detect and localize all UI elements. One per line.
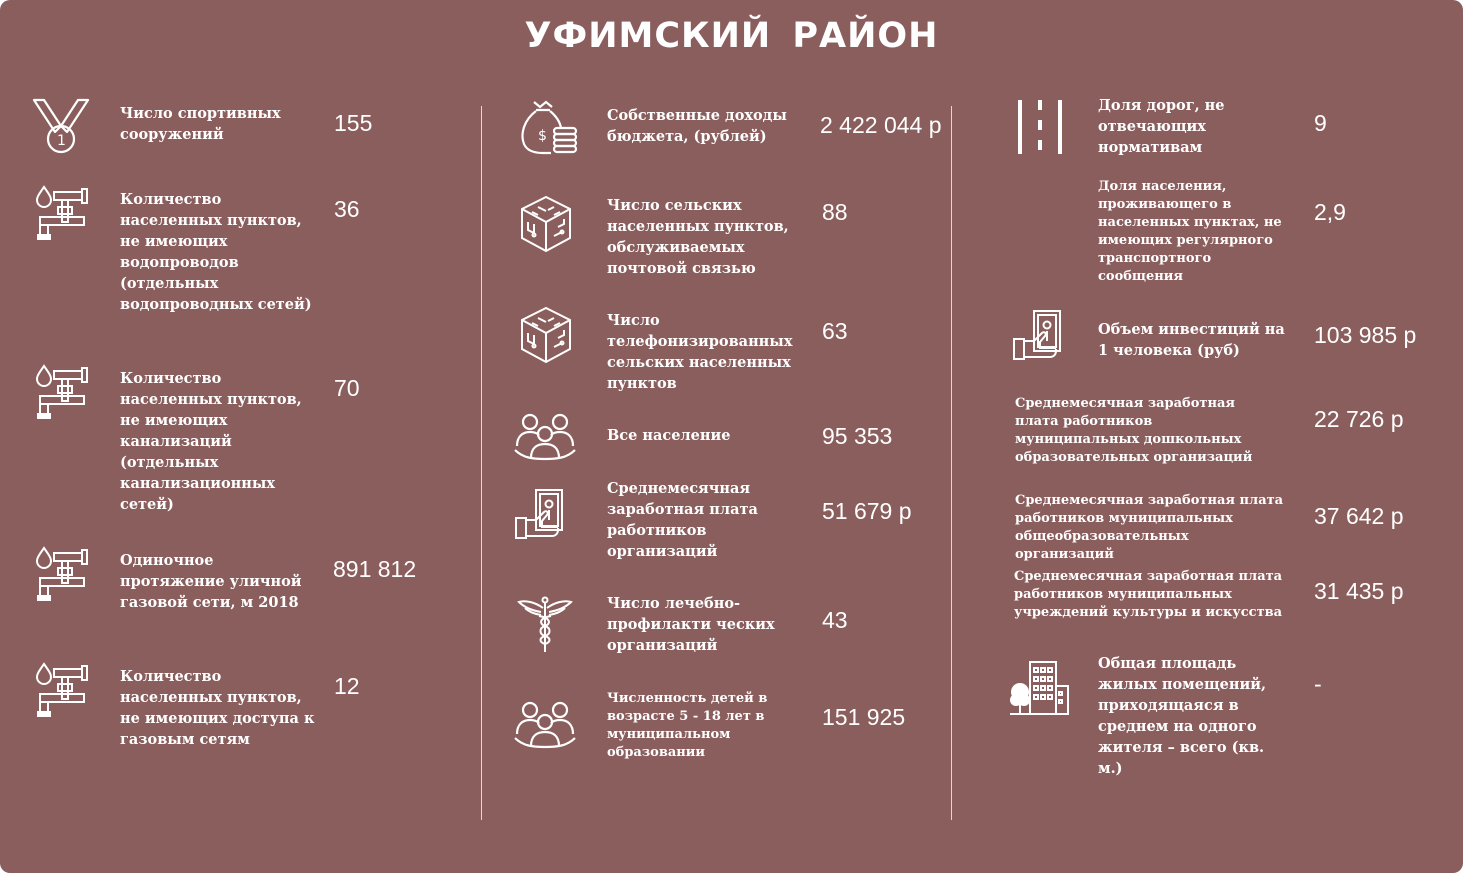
stat-label-living-area: Общая площадь жилых помещений, приходящаяся в среднем на одного жителя – всего (кв. м.) <box>1098 655 1267 777</box>
column-divider <box>481 106 482 820</box>
stat-label-salary: Среднемесячная заработная плата работников организаций <box>607 480 758 560</box>
water-pipe-icon <box>34 662 90 718</box>
caduceus-icon <box>517 596 573 654</box>
stat-label-no-water: Количество населенных пунктов, не имеющих водопроводов (отдельных водопроводных сетей) <box>120 191 312 313</box>
cash-hand-icon <box>514 488 568 542</box>
stat-value-living-area: - <box>1314 671 1322 697</box>
stat-value-phone: 63 <box>822 318 848 344</box>
stat-label-children: Численность детей в возрасте 5 - 18 лет в муниципальном образовании <box>607 691 768 760</box>
water-pipe-icon <box>34 546 90 602</box>
people-group-icon <box>513 412 577 462</box>
building-icon <box>1008 658 1070 718</box>
stat-label-culture-salary: Среднемесячная заработная плата работников муниципальных учреждений культуры и искусства <box>1014 569 1283 620</box>
stat-label-budget: Собственные доходы бюджета, (рублей) <box>607 107 787 145</box>
stat-label-phone: Число телефонизированных сельских населенных пунктов <box>607 312 793 392</box>
stat-label-medical: Число лечебно-профилакти ческих организаций <box>607 595 775 654</box>
cash-hand-icon <box>1012 309 1066 363</box>
stat-value-children: 151 925 <box>822 704 906 730</box>
people-group-icon <box>513 700 577 750</box>
svg-text:$: $ <box>538 128 547 144</box>
stat-label-post: Число сельских населенных пунктов, обслуживаемых почтовой связью <box>607 197 789 277</box>
stat-value-medical: 43 <box>822 607 848 633</box>
stat-value-transport: 2,9 <box>1314 199 1346 225</box>
stat-value-preschool-salary: 22 726 р <box>1314 406 1404 432</box>
stat-value-roads: 9 <box>1314 110 1327 136</box>
stat-value-gas-length: 891 812 <box>333 556 417 582</box>
stat-value-sports: 155 <box>334 110 373 136</box>
stat-value-school-salary: 37 642 р <box>1314 503 1404 529</box>
stat-value-culture-salary: 31 435 р <box>1314 578 1404 604</box>
stat-label-roads: Доля дорог, не отвечающих нормативам <box>1098 97 1225 156</box>
page-title: УФИМСКИЙ РАЙОН <box>524 16 939 56</box>
stat-value-investment: 103 985 р <box>1314 322 1417 348</box>
medal-icon <box>30 96 92 156</box>
stat-value-no-gas: 12 <box>334 673 360 699</box>
water-pipe-icon <box>34 185 90 241</box>
money-bag-icon <box>518 98 580 158</box>
stat-label-investment: Объем инвестиций на 1 человека (руб) <box>1098 321 1285 359</box>
stat-label-school-salary: Среднемесячная заработная плата работников муниципальных общеобразовательных организаций <box>1015 493 1284 562</box>
stat-value-no-water: 36 <box>334 196 360 222</box>
stat-value-budget: 2 422 044 р <box>820 112 942 138</box>
stat-label-sports: Число спортивных сооружений <box>120 105 281 143</box>
stat-label-transport: Доля населения, проживающего в населенных пунктах, не имеющих регулярного транспортного сообщения <box>1098 179 1282 284</box>
network-cube-icon <box>518 194 574 254</box>
stat-label-no-gas: Количество населенных пунктов, не имеющих доступа к газовым сетям <box>120 668 315 748</box>
stat-value-post: 88 <box>822 199 848 225</box>
svg-text:1: 1 <box>57 133 66 149</box>
stat-value-population: 95 353 <box>822 423 893 449</box>
water-pipe-icon <box>34 364 90 420</box>
stat-label-preschool-salary: Среднемесячная заработная плата работников муниципальных дошкольных образовательных организаций <box>1015 396 1253 465</box>
stat-label-gas-length: Одиночное протяжение уличной газовой сети, м 2018 <box>120 552 302 611</box>
stat-value-salary: 51 679 р <box>822 498 912 524</box>
road-icon <box>1014 96 1066 156</box>
stat-label-population: Все население <box>607 427 731 444</box>
network-cube-icon <box>518 305 574 365</box>
stat-value-no-sewer: 70 <box>334 375 360 401</box>
column-divider <box>951 106 952 820</box>
stat-label-no-sewer: Количество населенных пунктов, не имеющих канализаций (отдельных канализационных сетей) <box>120 370 302 513</box>
